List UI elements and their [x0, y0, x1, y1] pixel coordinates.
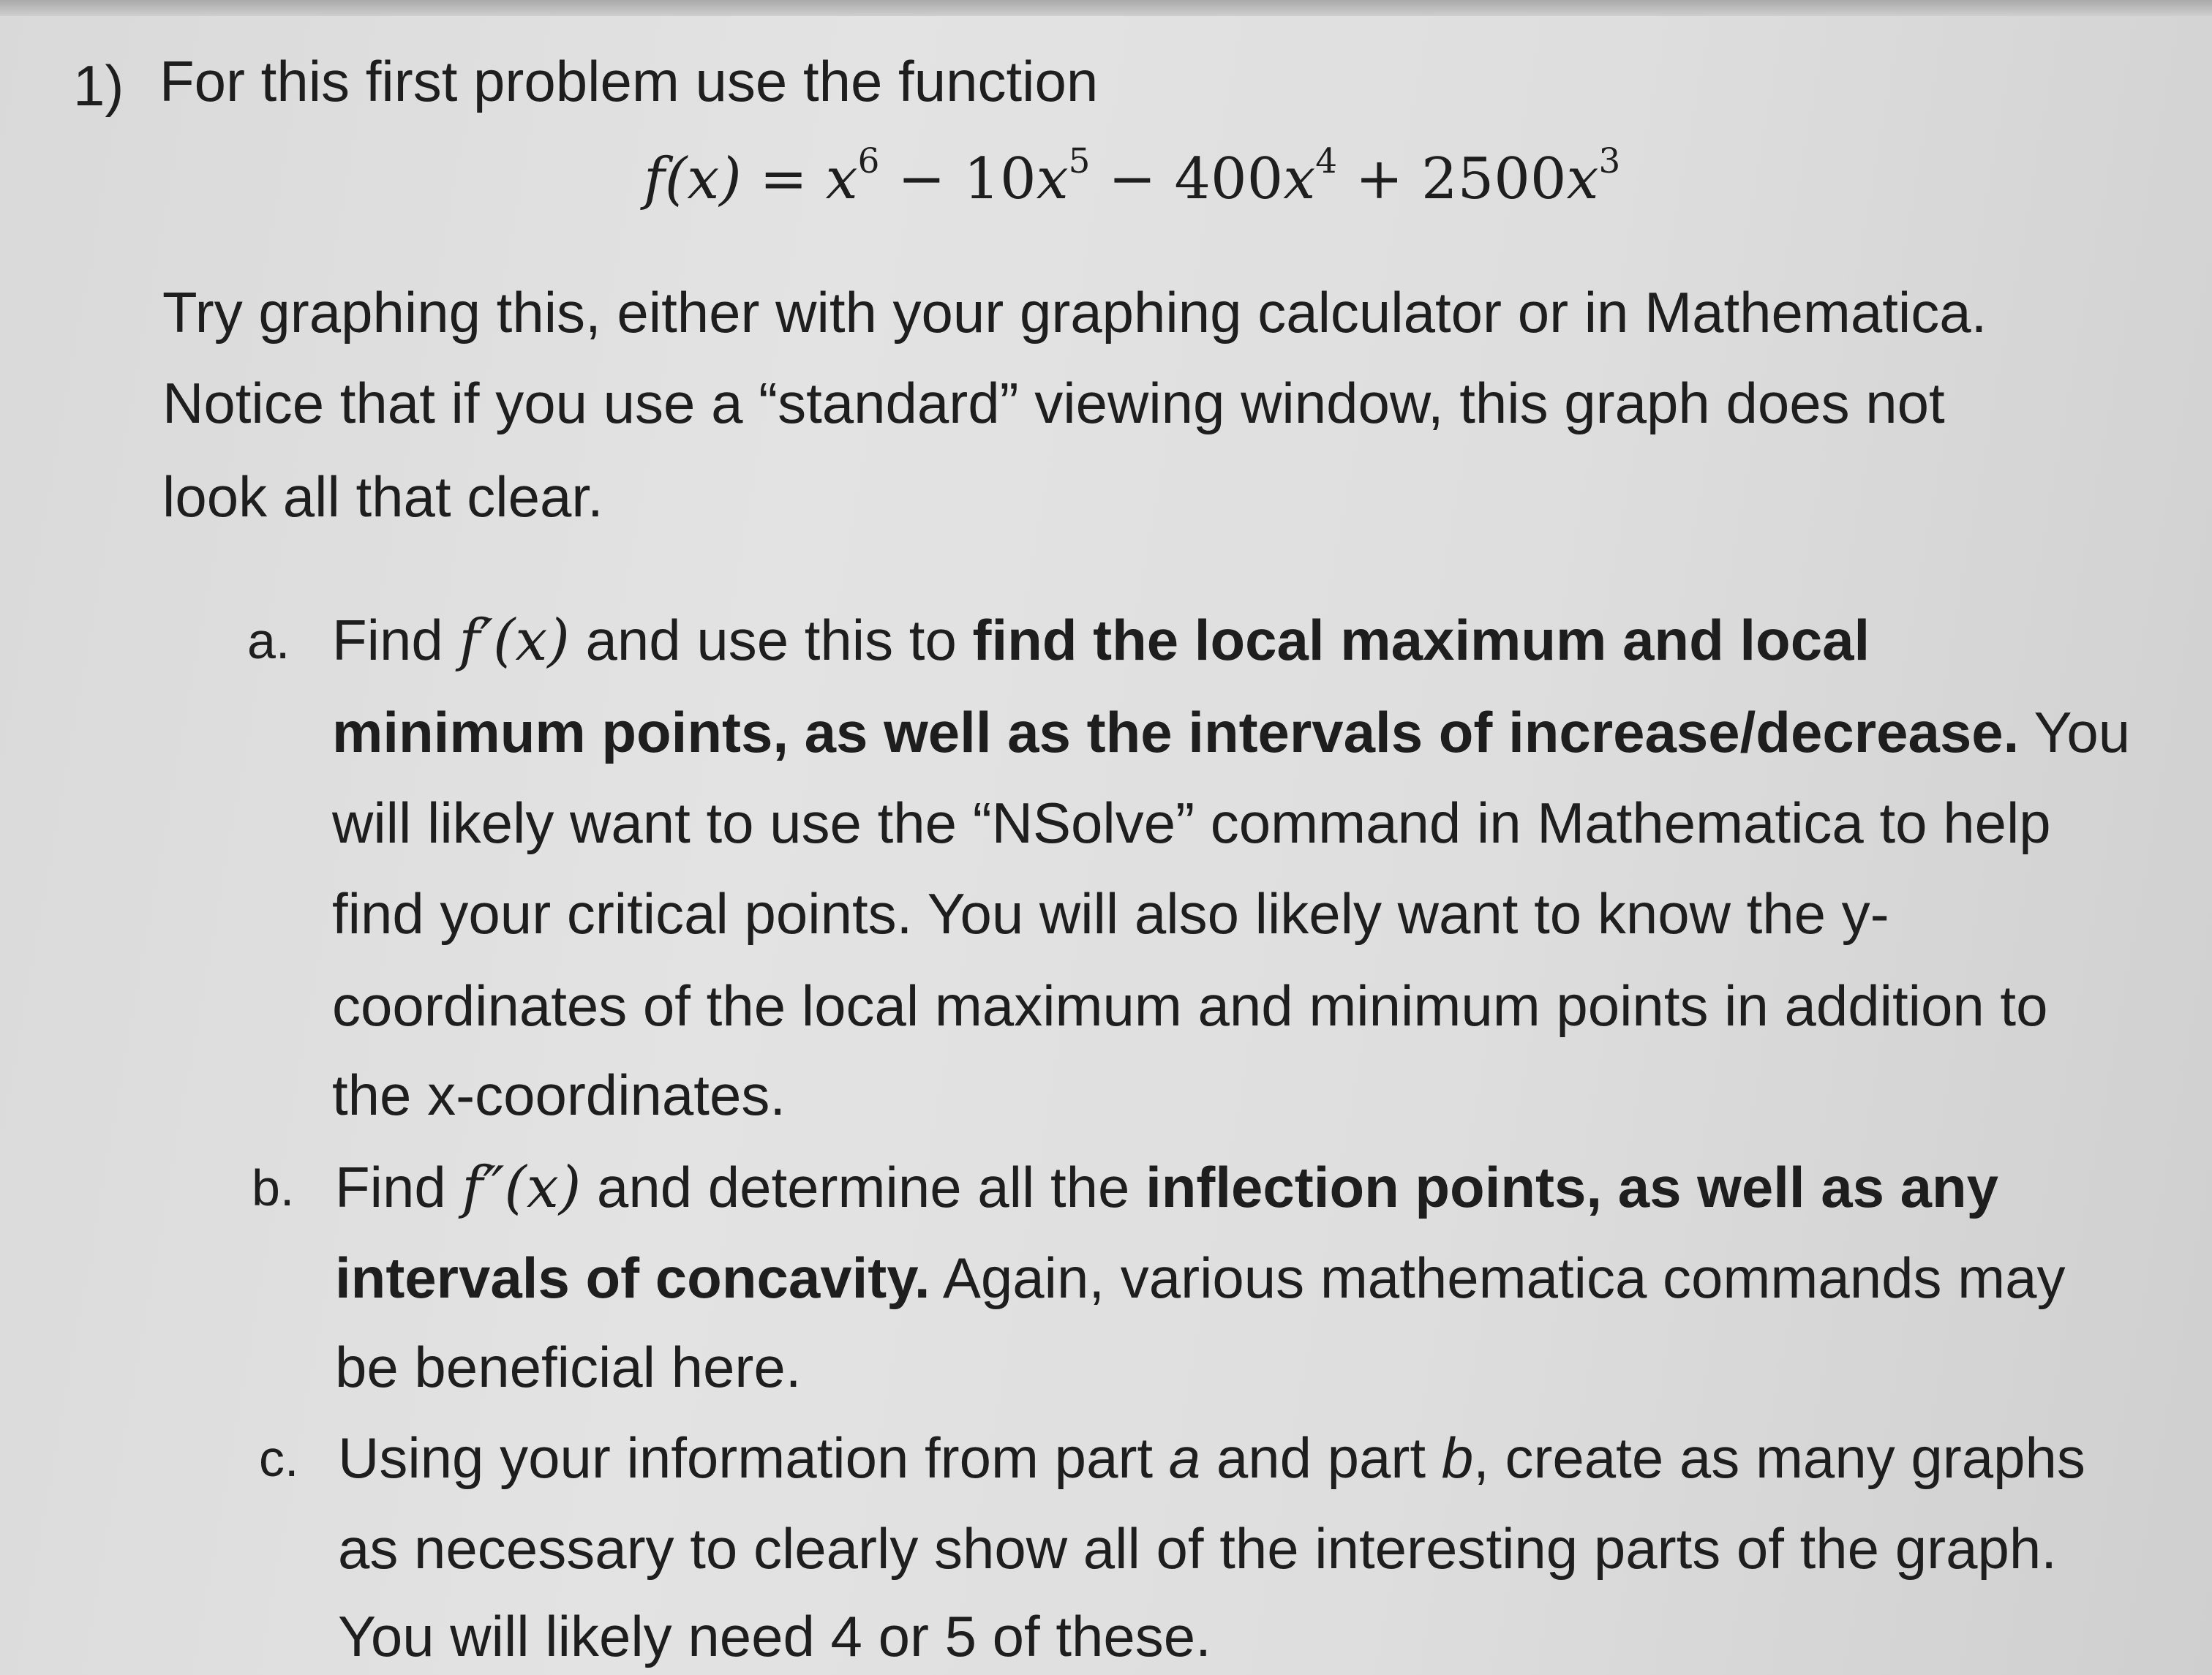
paragraph-line-2: Notice that if you use a “standard” viewing window, this graph does not — [162, 371, 1945, 435]
part-a-line-5: coordinates of the local maximum and minimum points in addition to — [332, 974, 2048, 1038]
part-a-marker: a. — [247, 612, 290, 669]
part-a-line-1: Find f′(x) and use this to find the local maximum and local — [332, 608, 1870, 674]
part-b-line-1: Find f″(x) and determine all the inflection points, as well as any — [335, 1155, 1999, 1221]
part-c-line-3: You will likely need 4 or 5 of these. — [338, 1604, 1211, 1668]
paragraph-line-1: Try graphing this, either with your graphing calculator or in Mathematica. — [162, 280, 1987, 345]
part-a-line-6: the x-coordinates. — [332, 1063, 786, 1127]
part-b-line-3: be beneficial here. — [335, 1335, 802, 1399]
part-c-line-1: Using your information from part a and part b, create as many graphs — [338, 1426, 2085, 1490]
part-a-line-2: minimum points, as well as the intervals of increase/decrease. You — [332, 700, 2131, 764]
page-top-edge — [0, 0, 2212, 16]
function-equation: $f(x) = x^6 - 10x^5 - 400x^4 + 2500x^3$ — [644, 141, 1621, 212]
part-b-marker: b. — [252, 1159, 295, 1216]
part-c-line-2: as necessary to clearly show all of the interesting parts of the graph. — [338, 1516, 2057, 1581]
part-a-line-3: will likely want to use the “NSolve” command in Mathematica to help — [332, 791, 2051, 855]
problem-intro: For this first problem use the function — [159, 49, 1099, 113]
problem-number: 1) — [73, 53, 124, 118]
part-c-marker: c. — [259, 1430, 299, 1487]
part-b-line-2: intervals of concavity. Again, various mathematica commands may — [335, 1246, 2066, 1310]
paragraph-line-3: look all that clear. — [162, 464, 603, 529]
part-a-line-4: find your critical points. You will also likely want to know the y- — [332, 881, 1889, 946]
